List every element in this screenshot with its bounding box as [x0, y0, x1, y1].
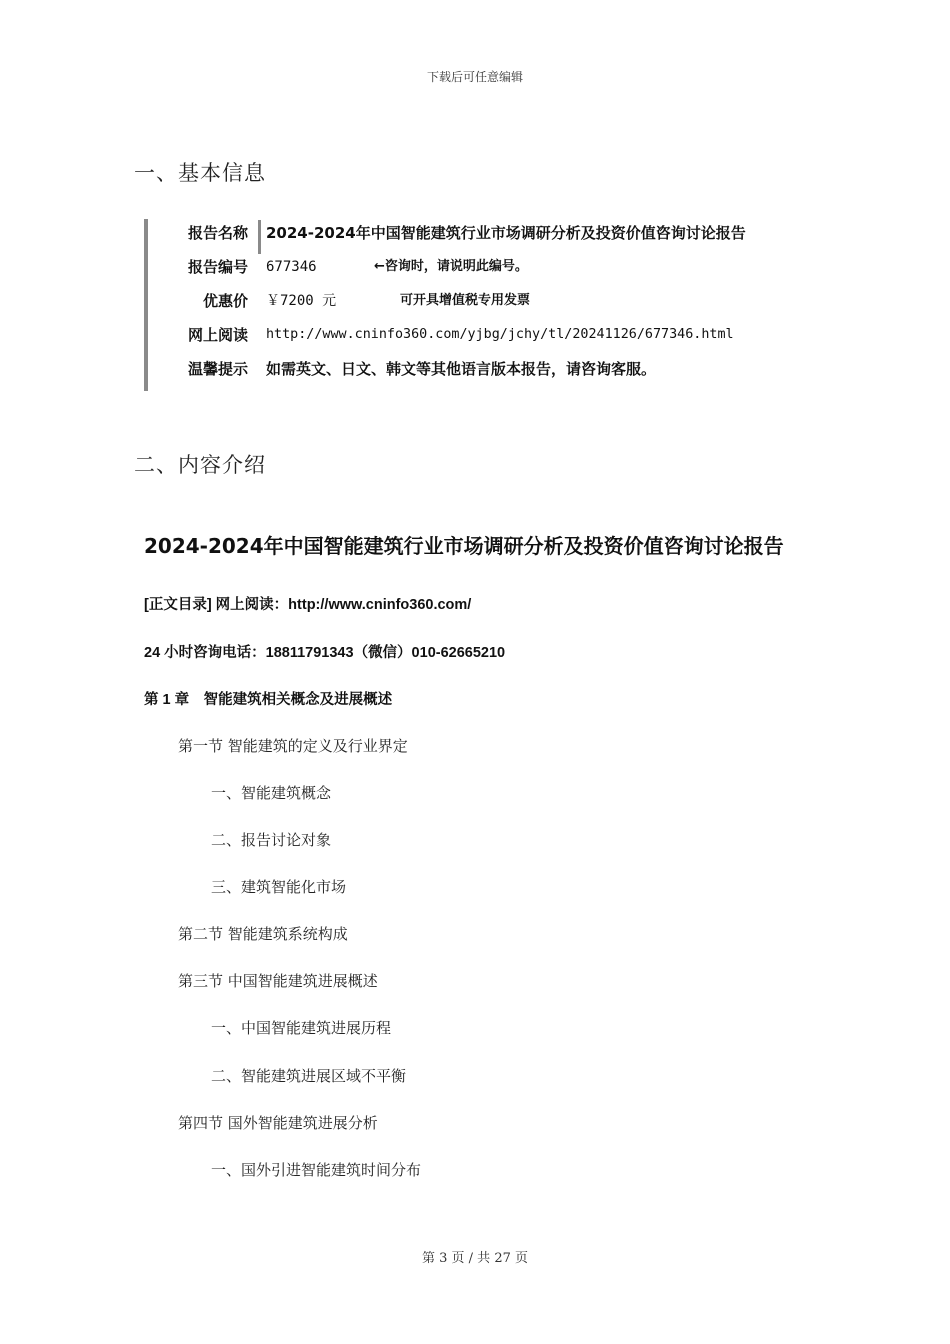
report-code-label: 报告编号 — [187, 258, 248, 276]
price-note: 可开具增值税专用发票 — [400, 293, 531, 308]
toc-subsection: 二、智能建筑进展区域不平衡 — [211, 1067, 407, 1085]
url-label: 网上阅读 — [187, 326, 248, 344]
price-label: 优惠价 — [202, 292, 248, 310]
section-heading-basic-info: 一、基本信息 — [134, 161, 266, 185]
toc-section: 第一节 智能建筑的定义及行业界定 — [178, 737, 408, 755]
toc-section: 第二节 智能建筑系统构成 — [178, 925, 348, 943]
report-title: 2024-2024年中国智能建筑行业市场调研分析及投资价值咨询讨论报告 — [144, 534, 784, 558]
toc-subsection: 三、建筑智能化市场 — [211, 878, 347, 896]
report-url-link[interactable]: http://www.cninfo360.com/yjbg/jchy/tl/20241126/677346.html — [266, 327, 734, 342]
toc-subsection: 一、智能建筑概念 — [211, 784, 332, 802]
report-name-value: 2024-2024年中国智能建筑行业市场调研分析及投资价值咨询讨论报告 — [266, 224, 746, 242]
report-code-value: 677346 — [266, 259, 317, 275]
toc-subsection: 二、报告讨论对象 — [211, 831, 332, 849]
toc-section: 第四节 国外智能建筑进展分析 — [178, 1114, 378, 1132]
toc-subsection: 一、国外引进智能建筑时间分布 — [211, 1161, 422, 1179]
toc-subsection: 一、中国智能建筑进展历程 — [211, 1019, 392, 1037]
hotline-line: 24 小时咨询电话：18811791343（微信）010-62665210 — [144, 645, 506, 661]
separator-bar — [258, 220, 261, 254]
report-code-note: ←咨询时，请说明此编号。 — [374, 259, 528, 274]
basic-info-block — [144, 219, 848, 391]
tip-label: 温馨提示 — [187, 360, 248, 378]
page-header-note: 下载后可任意编辑 — [426, 70, 523, 84]
toc-section: 第三节 中国智能建筑进展概述 — [178, 972, 378, 990]
report-name-label: 报告名称 — [187, 224, 248, 242]
toc-online-link[interactable]: [正文目录] 网上阅读：http://www.cninfo360.com/ — [144, 597, 472, 613]
section-heading-content-intro: 二、内容介绍 — [134, 453, 266, 477]
page-footer: 第 3 页 / 共 27 页 — [422, 1251, 528, 1266]
toc-chapter-1: 第 1 章 智能建筑相关概念及进展概述 — [144, 692, 393, 708]
tip-value: 如需英文、日文、韩文等其他语言版本报告，请咨询客服。 — [266, 360, 657, 378]
price-value: ￥7200 元 — [266, 293, 337, 309]
